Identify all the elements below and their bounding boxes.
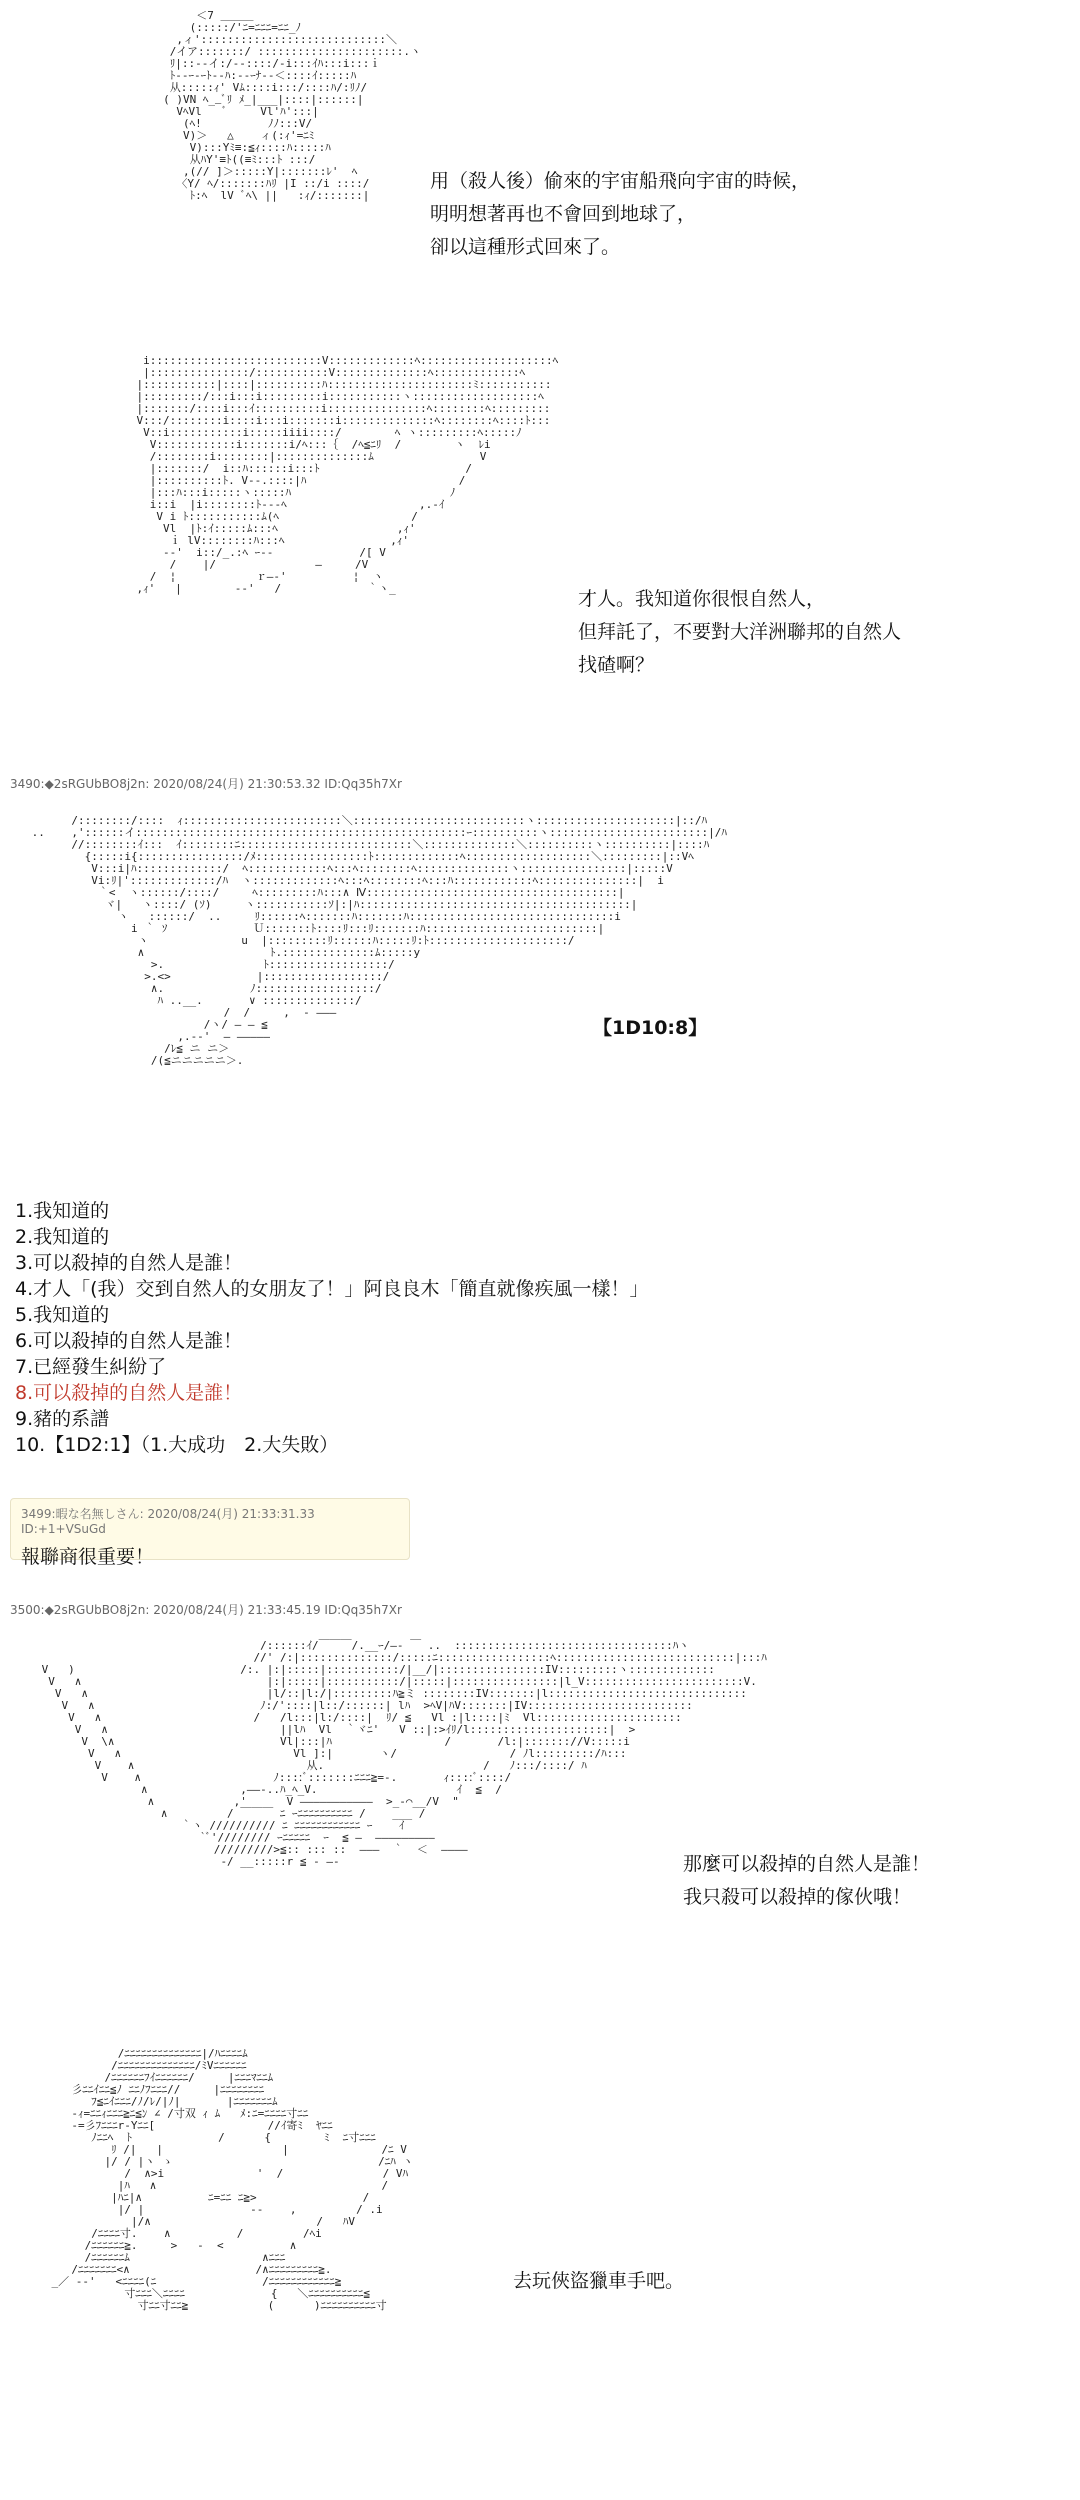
reply-text: 報聯商很重要！ [21, 1546, 155, 1568]
option-item: 6.可以殺掉的自然人是誰！ [15, 1330, 243, 1352]
ascii-art-figure-1: ＜7 ＿＿＿ (:::::/'ﾆ=ﾆﾆﾆ=ﾆﾆ_ﾉ ,ィ'::::::::::::::::::::::::::::＼ /イア:::::::/ ::::::::::::::::::::::.ヽ ﾘ|::--イ:/--::::/-i:::ｲﾊ:::i:::ｉ ﾄ--ｰ-ｰﾄ--ﾊ:--ｰﾅ--＜::::ｲ:::::ﾊ 从:::::ｨ' Vﾑ::::i:::/::::ﾊ/:ﾘﾉ/ ( )VN ﾍ__ﾞﾘ ﾒ_|___|::::|::::::| VﾍVl ﾞ Vl'ﾊ':::| (ﾍ! ﾉﾉ:::V/ V)＞ △ ィ(:ｨ'=ﾆﾐ V):::Yﾐ≡:≦ｨ::::ﾊ:::::ﾊ 从ﾊY'≡ﾄ((≡ﾐ:::ﾄ :::/ ,(// ]＞:::::Y|:::::::ﾚ' ﾍ 〈Y/ ﾍ/:::::::ﾊﾘ |I ::/i ::::/ ﾄ:ﾍ lV ﾞﾍ\ || :ｨ/:::::::| [163, 9, 421, 202]
option-item: 5.我知道的 [15, 1304, 110, 1326]
dialog-line: 用（殺人後）偷來的宇宙船飛向宇宙的時候， [430, 170, 811, 192]
option-item: 1.我知道的 [15, 1200, 110, 1222]
option-item-selected: 8.可以殺掉的自然人是誰！ [15, 1382, 243, 1404]
option-list [15, 1198, 649, 1458]
option-item: 7.已經發生糾紛了 [15, 1356, 167, 1378]
option-item: 10.【1D2:1】（1.大成功 2.大失敗） [15, 1434, 339, 1456]
dialog-line: 那麼可以殺掉的自然人是誰！ [683, 1853, 931, 1875]
option-item: 3.可以殺掉的自然人是誰！ [15, 1252, 243, 1274]
post-header: 3500:◆2sRGUbBO8j2n: 2020/08/24(月) 21:33:45.19 ID:Qq35h7Xr [10, 1603, 402, 1617]
ascii-art-figure-4: /::::::ｲ/￣￣￣/.__ｰ/―‐ ￣ .. :::::::::::::::::::::::::::::::::ﾊヽ //' /:|::::::::::::::/:::::ﾆ:::::::::::::::::ﾍ:::::::::::::::::::::::::::|:::ﾊ V ) /:. |:|:::::|:::::::::::/|__/|::::::::::::::::IV:::::::::ヽ::::::::::::: V ∧ |:|:::::|:::::::::::/|:::::|::::::::::::::::|l_V::::::::::::::::::::::::V. V ∧ |l/::|l:/|:::::::::ﾊ≧ミ ::::::::IV:::::::|l:::::::::::::::::::::::::::::: V ∧ ﾉ:/'::::|l::/::::::| lﾊ >ﾍV|ﾊV:::::::|IV::::::::::::::::::::::::: V ∧ / /l:::|l:/::::| ﾘ/ ≦ Vl :|l::::|ﾐ Vl:::::::::::::::::::::: V ∧ ||lﾊ Vl ｀ヾﾆ' V ::|:>ｲﾘ/l:::::::::::::::::::::| > V \∧ Vl|:::|ﾊ / /l:|::::::://V:::::i V ∧ Vl ]:| ヽ/ / ﾉl:::::::::/ﾊ::: V ∧ 从. / ﾉ:::/::::/ ﾊ V ∧ ﾉ::::ﾞ:::::::ﾆﾆﾆ≧=-. ｨ::::ﾞ::::/ ∧ ,――-..ﾊ_ﾍ_V. ｲ ≦ / ∧ ,' V ――――――――――― >_-⌒__/V " ∧ / ￣￣￣ ﾆ ｰﾆﾆﾆﾆﾆﾆﾆﾆﾆﾆ / ___ / ｀ヽ ////////// ﾆ ﾆﾆﾆﾆﾆﾆﾆﾆﾆﾆﾆﾆ ｰ ｲ `ﾞ'//////// ｰﾆﾆﾆﾆﾆ ｰ ≦ ― ――――――――― /////////>≦:: ::: :: ――― ｀ ＜ ―――― -/ __:::::r ≦ ‐ ―‐ [41, 1639, 767, 1868]
dialog-line: 但拜託了，不要對大洋洲聯邦的自然人 [578, 621, 902, 643]
dice-result: 【1D10:8】 [593, 1017, 708, 1039]
ascii-art-figure-3: /::::::::/:::: ｨ::::::::::::::::::::::::＼::::::::::::::::::::::::::ヽ:::::::::::::::::::::|::/ﾊ .. ,'::::::イ::::::::::::::::::::::::::::::::::::::::::::::::::ｰ::::::::::ヽ::::::::::::::::::::::::|/ﾊ //::::::::ｲ::: ｲ::::::::ﾆ::::::::::::::::::::::::::＼::::::::::::::＼::::::::::ヽ::::::::::|::::ﾊ {:::::i{::::::::::::::::/ﾒ:::::::::::::::::ﾄ:::::::::::::ﾍ:::::::::::::::::::＼:::::::::|::Vﾍ V:::i|ﾊ:::::::::::::/ ﾍ::::::::::::ﾍ:::ﾍ::::::::ﾍ::::::::::::::ヽ::::::::::::::::|:::::V Vi:ﾘ|':::::::::::::/ﾊ ヽ:::::::::::::ﾍ:::ﾍ::::::::ﾍ:::ﾊ::::::::::::ﾍ:::::::::::::::| i ｀< ヽ::::::/::::/ ﾍ:::::::::ﾊ:::∧ Ⅳ::::::::::::::::::::::::::::::::::::::| ヾ| ヽ::::/ (ｿ) ヽ:::::::::::ｿ|:|ﾊ:::::::::::::::::::::::::::::::::::::::::| ヽ ::::::/ .. ﾘ::::::ﾍ:::::::ﾊ:::::::ﾊ:::::::::::::::::::::::::::::::i i ｀ ｿ Ｕ:::::::ﾄ::::ﾘ:::ﾘ:::::::ﾊ::::::::::::::::::::::::::| ヽ u |:::::::::ﾘ::::::ﾊ:::::ﾘ:ﾄ:::::::::::::::::::::/ ∧ ﾄ.::::::::::::::ﾑ:::::y >. ﾄ::::::::::::::::::/ >.<> |::::::::::::::::::/ ∧. ﾉ::::::::::::::::::/ ﾊ ..__. ∨ ::::::::::::::/ / / , - ――― /ヽ/ ― ― ≦ ,.-‐' ― ――――― /ﾚ≦ ニ ニ＞ /(≦ニニニニニ＞. [31, 814, 727, 1067]
dialog-line: 找碴啊？ [578, 654, 655, 676]
reply-box [10, 1498, 410, 1568]
option-item: 2.我知道的 [15, 1226, 110, 1248]
dialog-line: 明明想著再也不會回到地球了， [430, 203, 697, 225]
post-header: 3490:◆2sRGUbBO8j2n: 2020/08/24(月) 21:30:53.32 ID:Qq35h7Xr [10, 777, 402, 791]
option-item: 9.豬的系譜 [15, 1408, 110, 1430]
ascii-art-figure-2: i::::::::::::::::::::::::::V:::::::::::::ﾍ::::::::::::::::::::ﾍ |:::::::::::::::/:::::::::::V::::::::::::::ﾍ:::::::::::::ﾍ |:::::::::::|::::|::::::::::ﾊ::::::::::::::::::::::ﾐ::::::::::: |:::::::::/:::i:::i:::::::::i:::::::::::ヽ:::::::::::::::::::ﾍ |:::::::/::::i:::ｲ::::::::::i:::::::::::::::ﾍ::::::::ﾍ::::::::: V:::/::::::::i::::i:::i:::::::i::::::::::::::ﾍ::::::::ﾍ::::ﾄ::: V::i:::::::::::i:::::iiii::::/ ﾍ ヽ:::::::::ﾍ:::::ﾉ V::::::::::::i:::::::i/ﾍ:::｛ /ﾍ≦ﾆﾘ / ヽ ﾚi /::::::::i::::::::|::::::::::::::ﾑ V |:::::::/ i::ﾊ::::::i:::ﾄ / |::::::::::ﾄ. V--.::::|ﾊ / |:::ﾊ:::i:::::ヽ:::::ﾊ ﾉ i::i |i::::::::ﾄ---ﾍ ,.-ｲ V i ﾄ:::::::::::ﾑ(ﾍ / Vl |ﾄ:ｲ:::::ﾑ:::ﾍ ,ｨ' ｉ lV::::::::ﾊ:::ﾍ ,ｨ' --' i::/_.:ﾍ ｰ-‐ /[ V / |/ ― /V / ¦ ｒ―-' ¦ ヽ ,ｨ' | -‐' / ｀ヽ_ [136, 354, 559, 595]
option-item: 4.才人「(我）交到自然人的女朋友了！」阿良良木「簡直就像疾風一樣！」 [15, 1278, 649, 1300]
ascii-art-figure-5: /ﾆﾆﾆﾆﾆﾆﾆﾆﾆﾆﾆﾆﾆﾆ|/ﾊﾆﾆﾆﾆﾑ /ﾆﾆﾆﾆﾆﾆﾆﾆﾆﾆﾆﾆﾆﾆ/ﾐVﾆﾆﾆﾆﾆﾆ /ﾆﾆﾆﾆﾆﾆﾌｲﾆﾆﾆﾆﾆﾆ/ |ﾆﾆﾆﾏﾆﾆﾑ 彡ﾆﾆｲﾆﾆ≦ﾉ ﾆﾆﾉﾌﾆﾆﾆ// |ﾆﾆﾆﾆﾆﾆﾆﾆ ﾌ≦ﾆｲﾆﾆﾆ/ﾉ/ﾚ/|ﾉ| |ﾆﾆﾆﾆﾆﾆﾆﾑ -ｨ=ﾆﾆｨﾆﾆﾆ≧ﾆ≦ﾝ ∠ /寸双 ｨ ﾑ ﾒ:ﾆ=ﾆﾆﾆﾆ寸ﾆﾆ -=彡ﾌﾆﾆﾆr‐Yﾆﾆ[ //ｲ寄ﾐ ﾔﾆﾆ ﾉﾆﾆﾍ ﾄ / { ﾐ ﾆ寸ﾆﾆﾆ ﾘ /| | | /ﾆ V |/ / |ヽ ゝ /ﾆﾊ ヽ / ∧>i ' / / Vﾊ |ﾊ ∧ / |ﾊﾆ|∧ ﾆ=ﾆﾆ ﾆ≧> / |/ | -- , / .i |/∧ / ﾊV /ﾆﾆﾆﾆ寸. ∧ / /ﾍi /ﾆﾆﾆﾆﾆﾆ≧. > - < ∧ /ﾆﾆﾆﾆﾆﾆﾑ ∧ﾆﾆﾆ /ﾆﾆﾆﾆﾆﾆﾆ<∧ /∧ﾆﾆﾆﾆﾆﾆﾆﾆﾆ≧. _／ ‐‐' <ﾆﾆﾆﾆ(ﾆ /ﾆﾆﾆﾆﾆﾆﾆﾆﾆﾆﾆﾆ≧ 寸ﾆﾆﾆ＼ﾆﾆﾆﾆ { ＼ﾆﾆﾆﾆﾆﾆﾆﾆﾆﾆ≦ 寸ﾆﾆ寸ﾆﾆ≧ ( )ﾆﾆﾆﾆﾆﾆﾆﾆﾆﾆ寸 [51, 2047, 414, 2312]
dialog-line: 我只殺可以殺掉的傢伙哦！ [683, 1886, 912, 1908]
dialog-line: 卻以這種形式回來了。 [430, 236, 621, 258]
reply-header: 3499:暇な名無しさん: 2020/08/24(月) 21:33:31.33 ID:+1+VSuGd [21, 1507, 315, 1536]
dialog-line: 才人。我知道你很恨自然人， [578, 588, 826, 610]
dialog-line: 去玩俠盜獵車手吧。 [513, 2270, 685, 2292]
